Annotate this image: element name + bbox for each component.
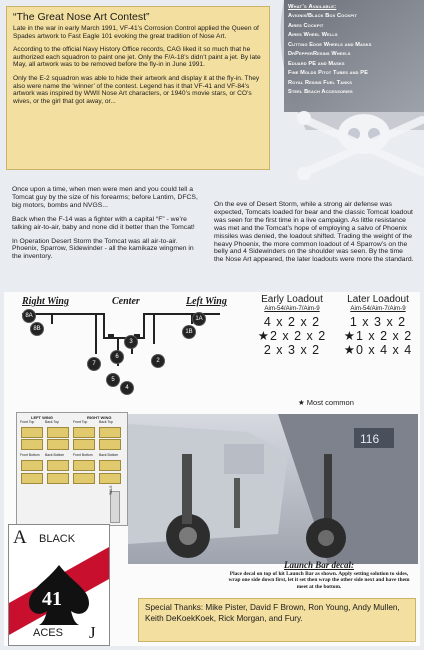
decal-front-top: Front Top [20, 420, 35, 424]
center-label: Center [112, 296, 140, 307]
yellow-wing-stripe [21, 427, 43, 438]
pylon-5: 5 [106, 373, 120, 387]
pylon-4: 4 [120, 381, 134, 395]
available-item: Aires Wheel Wells [288, 32, 338, 38]
available-item: Aires Cockpit [288, 22, 324, 29]
intro-paragraph: Late in the war in early March 1991, VF-41’s Corrosion Control applied the Queen of Spades artwork to Fast Eagle 101 evoking the great tradition of Nose Art. [13, 25, 259, 40]
left-wing-label: Left Wing [186, 296, 227, 307]
yellow-wing-stripe [99, 439, 121, 450]
decal-back-top: Back Top [45, 420, 59, 424]
yellow-wing-stripe [47, 473, 69, 484]
story-right-column [214, 201, 414, 270]
yellow-wing-stripe [47, 427, 69, 438]
whats-available-header: What’s Available: [288, 4, 337, 10]
card-letter-a: A [13, 527, 27, 548]
pylon-7: 7 [87, 357, 101, 371]
launch-bar-text: Place decal on top of kit Launch Bar as shown. Apply setting solution to sides, wrap one side down first, let it set then wrap the other side next and have them meet at the bottom. [228, 571, 410, 590]
story-paragraph: On the eve of Desert Storm, while a strong air defense was expected, Tomcats loaded for bear and the classic Tomcat loadout was seen for the first time in a live campaign. As little resistance was met and the Tomcat’s hope of employing a salvo of Phoenix missiles was denied, the loadout shifted. Trading the weight of the heavy Phoenix, the more common loadout of 4 Sparrow’s on the belly and 4 Sidewinders on the shoulder was seen. By the time the Nose Art appeared, the later loadouts were more the standard. [214, 201, 414, 264]
intro-title: “The Great Nose Art Contest” [13, 11, 150, 23]
pylon-3: 3 [124, 335, 138, 349]
available-item: Eduard PE and Masks [288, 60, 345, 67]
launch-bar-instructions [224, 560, 414, 590]
yellow-wing-stripe [21, 439, 43, 450]
card-aces-label: ACES [33, 627, 63, 639]
yellow-wing-stripe [21, 460, 43, 471]
early-loadout-title: Early Loadout [261, 294, 323, 305]
intro-paragraph: According to the official Navy History Office records, CAG liked it so much that he authorized each squadron to paint one jet. Only the F/A-18’s didn’t paint a jet. By late May, all artwork was to be removed before the fly-in in June 1991. [13, 46, 261, 69]
available-item: Cutting Edge Wheels and Masks [288, 41, 372, 48]
decal-front-top: Front Top [73, 420, 88, 424]
later-loadout-title: Later Loadout [347, 294, 409, 305]
later-loadout-row: ★0 x 4 x 4 [343, 343, 413, 357]
story-paragraph: Back when the F-14 was a fighter with a capital “F” - we’re talking air-to-air, baby and none did it better than the Tomcat! [12, 215, 195, 231]
early-loadout-row: ★2 x 2 x 2 [257, 329, 327, 343]
available-item: Steel Beach Accessories [288, 89, 353, 95]
story-left-column [12, 186, 202, 267]
intro-paragraph: Only the E-2 squadron was able to hide their artwork and display it at the fly-in. They also were name the ‘winner’ of the contest. Legend has it that VF-41 and VF-84’s artwork was inspired by WWII Nose Art characters, or 1940’s movie stars, or CO’s wives, or the girl that got away, or... [13, 74, 260, 105]
most-common-legend: ★ Most common [298, 398, 354, 407]
yellow-wing-stripe [73, 439, 95, 450]
whats-available-list [288, 4, 422, 98]
decal-back-bottom: Back Bottom [99, 453, 119, 457]
nose-number: 116 [360, 432, 380, 446]
yellow-wing-stripe [99, 473, 121, 484]
early-loadout [252, 294, 332, 357]
decal-right-wing-label: RIGHT WING [87, 415, 112, 420]
available-item: Avionix/Black Box Cockpit [288, 13, 357, 19]
decal-left-wing-label: LEFT WING [31, 415, 53, 420]
later-loadout [338, 294, 418, 357]
story-paragraph: In Operation Desert Storm the Tomcat was all air-to-air. Phoenix, Sparrow, Sidewinder - all the kamikaze wingmen in the inventory. [12, 237, 194, 261]
decal-front-bottom: Front Bottom [73, 453, 93, 457]
available-item: DrPepperResins Wheels [288, 51, 351, 57]
pylon-8b: 8B [30, 322, 44, 336]
yellow-wing-stripe [21, 473, 43, 484]
nose-gear-photo [128, 414, 418, 564]
early-loadout-row: 4 x 2 x 2 [263, 315, 321, 329]
pylon-1b: 1B [182, 325, 196, 339]
nose-art-intro-box [6, 6, 270, 170]
squadron-number: 41 [42, 588, 62, 610]
yellow-wing-stripe [99, 460, 121, 471]
available-item: Royal Resins Fuel Tanks [288, 79, 352, 86]
decal-tails-label: TAILS [109, 485, 113, 495]
yellow-wing-stripe [47, 460, 69, 471]
pylon-2: 2 [151, 354, 165, 368]
tail-decal-strip [110, 491, 120, 523]
launch-bar-title: Launch Bar decal: [283, 560, 354, 570]
card-letter-j: J [89, 623, 96, 642]
early-loadout-row: 2 x 3 x 2 [263, 343, 321, 357]
card-black-label: BLACK [39, 533, 76, 545]
story-paragraph: Once upon a time, when men were men and you could tell a Tomcat guy by the size of his forearms; before Lantirn, DFCS, big motors, bombs and NVGS... [12, 186, 198, 209]
early-loadout-columns: Aim-54/Aim-7/Aim-9 [264, 305, 320, 312]
later-loadout-row: ★1 x 2 x 2 [343, 329, 413, 343]
decal-front-bottom: Front Bottom [20, 453, 40, 457]
pylon-6: 6 [110, 350, 124, 364]
decal-back-bottom: Back Bottom [45, 453, 65, 457]
aces-card [8, 524, 110, 646]
available-item: Fine Molds Pitot Tubes and PE [288, 70, 368, 76]
right-wing-label: Right Wing [22, 296, 69, 307]
yellow-wing-stripe [47, 439, 69, 450]
yellow-wing-stripe [99, 427, 121, 438]
later-loadout-row: 1 x 3 x 2 [349, 315, 407, 329]
yellow-wing-stripe [73, 473, 95, 484]
pylon-8a: 8A [22, 309, 36, 323]
special-thanks-box: Special Thanks: Mike Pister, David F Brown, Ron Young, Andy Mullen, Keith DeKoekKoek, Rick Morgan, and Fury. [138, 598, 416, 642]
later-loadout-columns: Aim-54/Aim-7/Aim-9 [350, 305, 406, 312]
decal-back-top: Back Top [99, 420, 113, 424]
pylon-1a: 1A [192, 312, 206, 326]
yellow-wing-stripe [73, 460, 95, 471]
yellow-wing-stripe [73, 427, 95, 438]
wingtip-decal-sheet [16, 412, 128, 526]
